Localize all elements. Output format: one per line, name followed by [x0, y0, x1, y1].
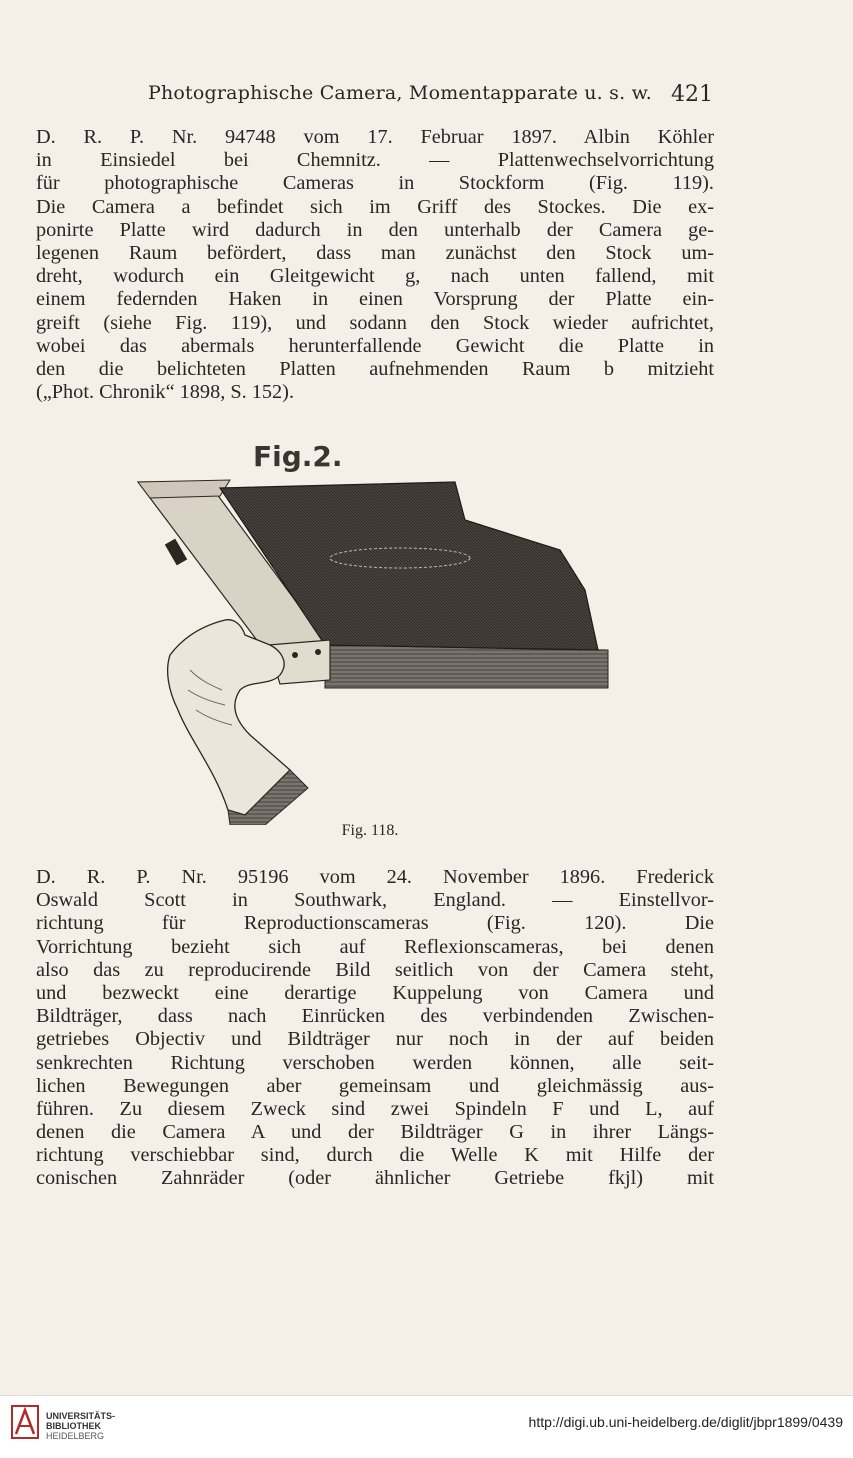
text-line: ponirte Platte wird dadurch in den unterhalb der Camera ge- — [36, 218, 714, 241]
text-line: conischen Zahnräder (oder ähnlicher Getriebe fkjl) mit — [36, 1167, 714, 1190]
figure-label: Fig.2. — [253, 440, 343, 473]
text-line: Bildträger, dass nach Einrücken des verbindenden Zwischen- — [36, 1005, 714, 1028]
text-line: getriebes Objectiv und Bildträger nur noch in der auf beiden — [36, 1028, 714, 1051]
library-name-line: HEIDELBERG — [46, 1431, 105, 1441]
text-line: führen. Zu diesem Zweck sind zwei Spindeln F und L, auf — [36, 1097, 714, 1120]
text-line: greift (siehe Fig. 119), und sodann den Stock wieder aufrichtet, — [36, 311, 714, 334]
running-head: Photographische Camera, Momentapparate u. s. w. — [148, 82, 653, 104]
text-line: Die Camera a befindet sich im Griff des Stockes. Die ex- — [36, 195, 714, 218]
hand — [168, 620, 290, 815]
library-name-line: BIBLIOTHEK — [46, 1421, 101, 1431]
text-line: also das zu reproducirende Bild seitlich von der Camera steht, — [36, 958, 714, 981]
figure-plate-holder — [130, 440, 620, 825]
plate-holder-illustration — [130, 440, 620, 825]
paragraph-patent-95196 — [36, 866, 714, 1191]
library-name-line: UNIVERSITÄTS- — [46, 1411, 116, 1421]
text-line: lichen Bewegungen aber gemeinsam und gleichmässig aus- — [36, 1074, 714, 1097]
page-header — [148, 82, 713, 112]
text-line: in Einsiedel bei Chemnitz. — Plattenwechselvorrichtung — [36, 149, 714, 172]
library-name — [46, 1411, 115, 1441]
figure-caption: Fig. 118. — [341, 822, 399, 839]
text-line: D. R. P. Nr. 95196 vom 24. November 1896. Frederick — [36, 866, 714, 888]
text-line: für photographische Cameras in Stockform (Fig. 119). — [36, 172, 714, 195]
paragraph-patent-94748 — [36, 126, 714, 404]
text-line: richtung verschiebbar sind, durch die Welle K mit Hilfe der — [36, 1144, 714, 1167]
text-line: wobei das abermals herunterfallende Gewicht die Platte in — [36, 334, 714, 357]
text-line: („Phot. Chronik“ 1898, S. 152). — [36, 381, 295, 404]
text-line: D. R. P. Nr. 94748 vom 17. Februar 1897. Albin Köhler — [36, 126, 714, 148]
frame-top-rail — [138, 480, 230, 498]
text-line: legenen Raum befördert, dass man zunächst den Stock um- — [36, 241, 714, 264]
text-line: dreht, wodurch ein Gleitgewicht g, nach unten fallend, mit — [36, 265, 714, 288]
text-line: einem federnden Haken in einen Vorsprung der Platte ein- — [36, 288, 714, 311]
source-url-link[interactable]: http://digi.ub.uni-heidelberg.de/diglit/jbpr1899/0439 — [528, 1414, 843, 1430]
library-logo-icon — [10, 1404, 40, 1440]
digitization-footer — [0, 1395, 853, 1458]
text-line: denen die Camera A und der Bildträger G in ihrer Längs- — [36, 1121, 714, 1144]
text-line: Oswald Scott in Southwark, England. — Einstellvor- — [36, 889, 714, 912]
text-line: Vorrichtung bezieht sich auf Reflexionscameras, bei denen — [36, 935, 714, 958]
text-line: den die belichteten Platten aufnehmenden Raum b mitzieht — [36, 357, 714, 380]
frame-bottom-edge — [325, 645, 608, 688]
page-number: 421 — [671, 82, 713, 107]
text-line: richtung für Reproductionscameras (Fig. 120). Die — [36, 912, 714, 935]
text-line: und bezweckt eine derartige Kuppelung von Camera und — [36, 981, 714, 1004]
text-line: senkrechten Richtung verschoben werden können, alle seit- — [36, 1051, 714, 1074]
